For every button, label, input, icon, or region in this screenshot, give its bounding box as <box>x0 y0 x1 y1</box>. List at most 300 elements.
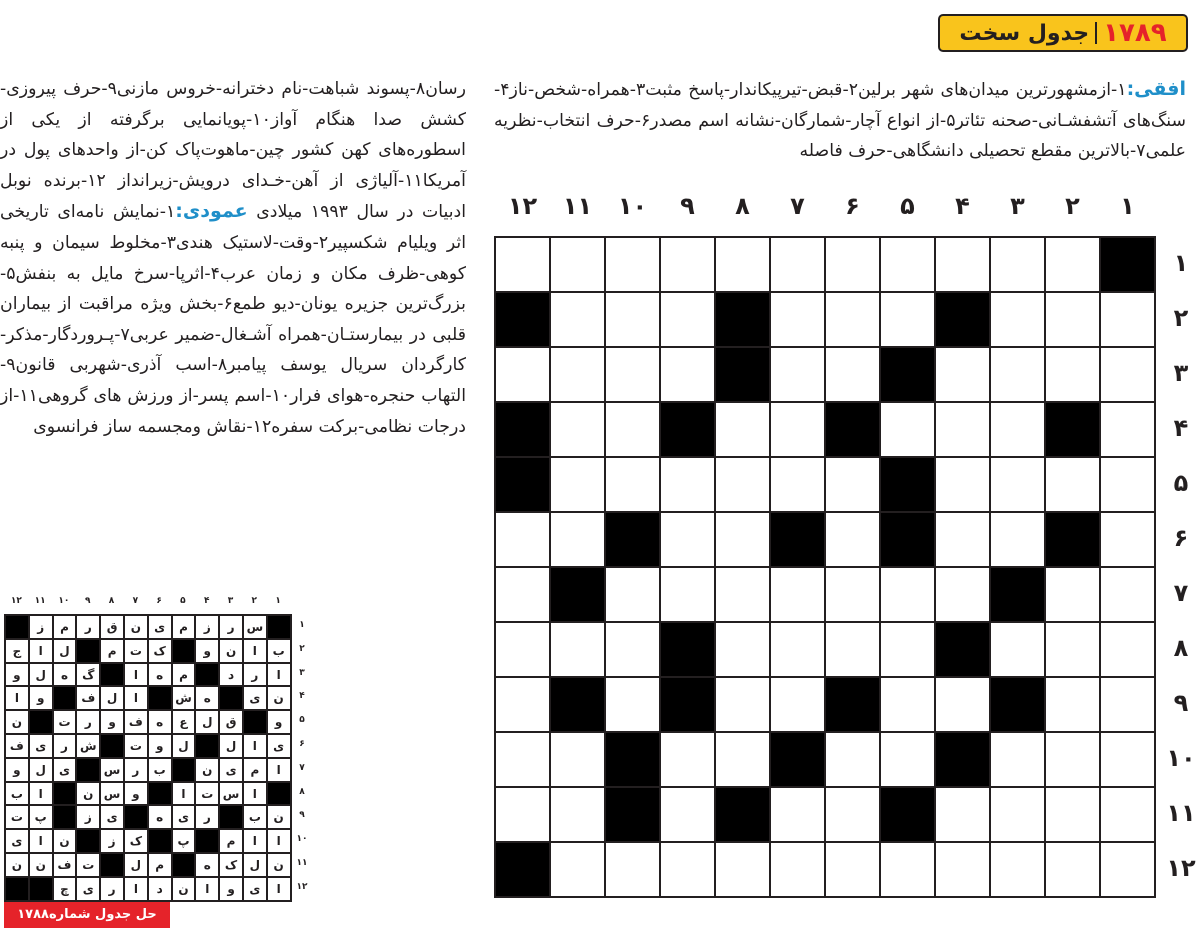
solution-cell: ن <box>29 853 53 877</box>
solution-black-cell <box>29 710 53 734</box>
solution-cell: ن <box>5 853 29 877</box>
solution-cell: ق <box>219 710 243 734</box>
column-number: ۷ <box>790 192 805 220</box>
grid-cell[interactable] <box>990 402 1045 457</box>
grid-cell[interactable] <box>880 567 935 622</box>
solution-cell: ل <box>172 734 196 758</box>
solution-black-cell <box>5 615 29 639</box>
black-cell <box>660 622 715 677</box>
solution-cell: ا <box>243 782 267 806</box>
grid-cell[interactable] <box>1045 677 1100 732</box>
puzzle-title: جدول سخت <box>959 20 1090 46</box>
grid-cell[interactable] <box>495 512 550 567</box>
grid-cell[interactable] <box>1100 402 1155 457</box>
solution-column-number: ۸ <box>108 596 115 606</box>
column-number: ۱ <box>1120 192 1135 220</box>
solution-row-number: ۴ <box>299 691 305 702</box>
grid-cell[interactable] <box>770 622 825 677</box>
black-cell <box>770 512 825 567</box>
solution-black-cell <box>76 758 100 782</box>
black-cell <box>1045 402 1100 457</box>
solution-cell: ا <box>267 663 291 687</box>
grid-cell[interactable] <box>1100 677 1155 732</box>
horizontal-clue-text: ۱-ازمشهورترین میدان‌های شهر برلین۲-قبض-تیرپیکاندار-پاسخ مثبت۳-همراه-شخص-ناز۴-سنگ‌های آتشفشـانی-صحنه تئاتر۵-از انواع آچار-شمارگان-نشانه اسم مصدر۶-حرف انتخاب-نظریه علمی۷-بالاترین مقطع تحصیلی دانشگاهی-حرف فاصله <box>494 80 1186 162</box>
solution-cell: ه <box>195 686 219 710</box>
grid-cell[interactable] <box>825 622 880 677</box>
grid-cell[interactable] <box>495 347 550 402</box>
grid-cell[interactable] <box>935 402 990 457</box>
solution-cell: و <box>100 710 124 734</box>
grid-cell[interactable] <box>880 622 935 677</box>
grid-cell[interactable] <box>1100 787 1155 842</box>
solution-cell: م <box>243 758 267 782</box>
solution-column-number: ۳ <box>227 596 234 606</box>
solution-black-cell <box>76 829 100 853</box>
grid-cell[interactable] <box>1100 842 1155 897</box>
solution-row-numbers <box>290 614 314 900</box>
row-number: ۱ <box>1173 249 1189 277</box>
grid-cell[interactable] <box>715 402 770 457</box>
grid-cell[interactable] <box>1045 622 1100 677</box>
solution-black-cell <box>124 805 148 829</box>
solution-black-cell <box>219 805 243 829</box>
solution-cell: ی <box>76 877 100 901</box>
grid-cell[interactable] <box>825 457 880 512</box>
black-cell <box>495 457 550 512</box>
solution-cell: س <box>100 782 124 806</box>
grid-cell[interactable] <box>715 512 770 567</box>
grid-cell[interactable] <box>550 347 605 402</box>
black-cell <box>935 622 990 677</box>
grid-cell[interactable] <box>880 237 935 292</box>
solution-black-cell <box>195 734 219 758</box>
grid-cell[interactable] <box>990 842 1045 897</box>
grid-cell[interactable] <box>935 457 990 512</box>
solution-cell: ن <box>5 710 29 734</box>
solution-cell: و <box>219 877 243 901</box>
solution-column-number: ۱۱ <box>34 596 46 606</box>
grid-cell[interactable] <box>1045 842 1100 897</box>
solution-cell: گ <box>76 663 100 687</box>
grid-cell[interactable] <box>495 677 550 732</box>
solution-cell: م <box>172 615 196 639</box>
solution-cell: ا <box>243 639 267 663</box>
grid-cell[interactable] <box>550 842 605 897</box>
black-cell <box>825 677 880 732</box>
grid-cell[interactable] <box>495 732 550 787</box>
column-number: ۸ <box>735 192 750 220</box>
solution-cell: ش <box>172 686 196 710</box>
solution-column-number: ۱ <box>275 596 281 606</box>
column-number: ۵ <box>900 192 915 220</box>
solution-cell: ی <box>5 829 29 853</box>
grid-cell[interactable] <box>770 347 825 402</box>
solution-black-cell <box>100 663 124 687</box>
grid-cell[interactable] <box>605 292 660 347</box>
grid-cell[interactable] <box>605 677 660 732</box>
solution-cell: ا <box>124 663 148 687</box>
solution-row-number: ۱۱ <box>296 857 308 868</box>
solution-cell: ف <box>76 686 100 710</box>
solution-cell: ر <box>124 758 148 782</box>
solution-cell: ا <box>124 877 148 901</box>
grid-cell[interactable] <box>550 787 605 842</box>
solution-cell: د <box>219 663 243 687</box>
solution-cell: ر <box>76 615 100 639</box>
grid-cell[interactable] <box>880 402 935 457</box>
grid-cell[interactable] <box>660 457 715 512</box>
solution-cell: ر <box>100 877 124 901</box>
solution-cell: ا <box>5 686 29 710</box>
grid-cell[interactable] <box>660 347 715 402</box>
row-number: ۳ <box>1173 359 1189 387</box>
solution-cell: ر <box>243 663 267 687</box>
grid-cell[interactable] <box>495 237 550 292</box>
grid-cell[interactable] <box>1100 457 1155 512</box>
solution-cell: ل <box>195 710 219 734</box>
solution-cell: ز <box>100 829 124 853</box>
solution-cell: ت <box>124 734 148 758</box>
row-number: ۱۲ <box>1166 854 1196 882</box>
solution-cell: ن <box>195 758 219 782</box>
black-cell <box>990 567 1045 622</box>
black-cell <box>1100 237 1155 292</box>
grid-cell[interactable] <box>715 732 770 787</box>
title-separator <box>1095 22 1097 44</box>
grid-cell[interactable] <box>715 457 770 512</box>
grid-cell[interactable] <box>990 347 1045 402</box>
solution-black-cell <box>219 686 243 710</box>
solution-cell: چ <box>53 877 77 901</box>
grid-cell[interactable] <box>715 842 770 897</box>
solution-cell: ن <box>53 829 77 853</box>
solution-black-cell <box>53 805 77 829</box>
solution-cell: ف <box>53 853 77 877</box>
solution-column-number: ۱۰ <box>58 596 70 606</box>
grid-cell[interactable] <box>990 732 1045 787</box>
grid-cell[interactable] <box>990 787 1045 842</box>
solution-black-cell <box>53 782 77 806</box>
solution-cell: و <box>124 782 148 806</box>
row-number: ۴ <box>1173 414 1189 442</box>
solution-black-cell <box>29 877 53 901</box>
grid-cell[interactable] <box>660 732 715 787</box>
grid-cell[interactable] <box>825 292 880 347</box>
grid-cell[interactable] <box>935 787 990 842</box>
solution-cell: ه <box>195 853 219 877</box>
solution-row-number: ۱۲ <box>296 881 308 892</box>
grid-cell[interactable] <box>550 402 605 457</box>
solution-black-cell <box>5 877 29 901</box>
solution-cell: پ <box>29 805 53 829</box>
grid-cell[interactable] <box>1045 732 1100 787</box>
solution-column-number: ۲ <box>251 596 258 606</box>
solution-cell: ر <box>219 615 243 639</box>
grid-cell[interactable] <box>1045 347 1100 402</box>
column-number: ۲ <box>1065 192 1080 220</box>
solution-cell: ی <box>29 734 53 758</box>
horizontal-clues <box>494 74 1186 167</box>
grid-cell[interactable] <box>660 512 715 567</box>
solution-black-cell <box>172 758 196 782</box>
solution-black-cell <box>53 686 77 710</box>
grid-cell[interactable] <box>715 567 770 622</box>
solution-cell: ف <box>5 734 29 758</box>
grid-cell[interactable] <box>935 347 990 402</box>
grid-cell[interactable] <box>1045 787 1100 842</box>
solution-column-number: ۵ <box>180 596 186 606</box>
solution-cell: ی <box>172 805 196 829</box>
solution-column-numbers <box>4 596 290 610</box>
solution-column-number: ۱۲ <box>10 596 22 606</box>
grid-cell[interactable] <box>550 732 605 787</box>
grid-cell[interactable] <box>605 402 660 457</box>
grid-cell[interactable] <box>605 237 660 292</box>
grid-cell[interactable] <box>770 402 825 457</box>
grid-cell[interactable] <box>495 622 550 677</box>
grid-cell[interactable] <box>550 622 605 677</box>
solution-cell: س <box>243 615 267 639</box>
solution-cell: ه <box>148 663 172 687</box>
solution-cell: ل <box>29 758 53 782</box>
solution-cell: ا <box>195 877 219 901</box>
puzzle-title-box <box>938 14 1188 52</box>
column-number: ۶ <box>845 192 860 220</box>
grid-cell[interactable] <box>1100 347 1155 402</box>
row-number: ۵ <box>1173 469 1189 497</box>
grid-cell[interactable] <box>990 622 1045 677</box>
solution-cell: ی <box>148 615 172 639</box>
solution-cell: ع <box>172 710 196 734</box>
solution-column-number: ۹ <box>84 596 91 606</box>
solution-cell: ی <box>243 686 267 710</box>
grid-cell[interactable] <box>825 732 880 787</box>
solution-cell: ه <box>148 805 172 829</box>
vertical-heading: عمودی: <box>175 200 248 223</box>
solution-row-number: ۹ <box>299 810 305 821</box>
solution-cell: ف <box>124 710 148 734</box>
black-cell <box>715 787 770 842</box>
black-cell <box>550 567 605 622</box>
grid-cell[interactable] <box>1045 567 1100 622</box>
solution-row-number: ۲ <box>299 643 305 654</box>
grid-cell[interactable] <box>990 292 1045 347</box>
solution-cell: ا <box>29 639 53 663</box>
solution-black-cell <box>148 782 172 806</box>
solution-cell: ن <box>267 853 291 877</box>
grid-cell[interactable] <box>825 842 880 897</box>
solution-cell: ل <box>53 639 77 663</box>
grid-cell[interactable] <box>495 567 550 622</box>
grid-cell[interactable] <box>605 457 660 512</box>
grid-cell[interactable] <box>660 292 715 347</box>
solution-cell: ب <box>148 758 172 782</box>
black-cell <box>495 292 550 347</box>
black-cell <box>880 787 935 842</box>
solution-cell: ی <box>267 734 291 758</box>
grid-cell[interactable] <box>1045 292 1100 347</box>
grid-cell[interactable] <box>660 787 715 842</box>
row-number: ۹ <box>1173 689 1189 717</box>
solution-black-cell <box>148 829 172 853</box>
crossword-grid <box>494 236 1156 898</box>
grid-cell[interactable] <box>660 842 715 897</box>
solution-cell: ا <box>267 829 291 853</box>
solution-cell: ا <box>29 782 53 806</box>
solution-column-number: ۶ <box>156 596 162 606</box>
grid-cell[interactable] <box>825 512 880 567</box>
grid-cell[interactable] <box>715 677 770 732</box>
grid-cell[interactable] <box>880 732 935 787</box>
solution-cell: م <box>100 639 124 663</box>
grid-cell[interactable] <box>1100 292 1155 347</box>
grid-cell[interactable] <box>660 237 715 292</box>
solution-cell: ل <box>29 663 53 687</box>
solution-cell: ا <box>29 829 53 853</box>
grid-cell[interactable] <box>1100 512 1155 567</box>
grid-cell[interactable] <box>825 567 880 622</box>
solution-cell: ز <box>76 805 100 829</box>
grid-cell[interactable] <box>1045 457 1100 512</box>
solution-cell: ز <box>195 615 219 639</box>
solution-cell: م <box>148 853 172 877</box>
grid-cell[interactable] <box>550 457 605 512</box>
solution-cell: ر <box>195 805 219 829</box>
solution-cell: ک <box>148 639 172 663</box>
grid-cell[interactable] <box>550 512 605 567</box>
black-cell <box>660 677 715 732</box>
black-cell <box>1045 512 1100 567</box>
grid-cell[interactable] <box>660 567 715 622</box>
black-cell <box>605 787 660 842</box>
black-cell <box>770 732 825 787</box>
grid-cell[interactable] <box>935 842 990 897</box>
solution-cell: ش <box>76 734 100 758</box>
grid-cell[interactable] <box>935 512 990 567</box>
solution-black-cell <box>76 639 100 663</box>
solution-black-cell <box>100 734 124 758</box>
solution-black-cell <box>267 782 291 806</box>
solution-cell: ت <box>5 805 29 829</box>
solution-cell: ن <box>267 805 291 829</box>
solution-cell: ن <box>219 639 243 663</box>
grid-cell[interactable] <box>715 237 770 292</box>
black-cell <box>935 292 990 347</box>
solution-cell: ب <box>267 639 291 663</box>
black-cell <box>550 677 605 732</box>
column-number: ۴ <box>955 192 970 220</box>
solution-black-cell <box>100 853 124 877</box>
grid-cell[interactable] <box>550 237 605 292</box>
grid-cell[interactable] <box>990 512 1045 567</box>
grid-cell[interactable] <box>715 622 770 677</box>
solution-cell: ت <box>195 782 219 806</box>
grid-cell[interactable] <box>605 842 660 897</box>
solution-cell: ک <box>219 853 243 877</box>
solution-cell: ا <box>172 782 196 806</box>
grid-cell[interactable] <box>770 292 825 347</box>
solution-row-number: ۳ <box>299 667 305 678</box>
grid-cell[interactable] <box>605 567 660 622</box>
grid-cell[interactable] <box>605 622 660 677</box>
column-number: ۱۰ <box>617 192 648 220</box>
solution-cell: ر <box>76 710 100 734</box>
solution-cell: ل <box>219 734 243 758</box>
grid-cell[interactable] <box>770 457 825 512</box>
grid-cell[interactable] <box>770 787 825 842</box>
grid-cell[interactable] <box>935 237 990 292</box>
horizontal-heading: افقی: <box>1126 78 1187 100</box>
grid-cell[interactable] <box>1100 622 1155 677</box>
grid-cell[interactable] <box>495 787 550 842</box>
solution-cell: ت <box>124 639 148 663</box>
grid-cell[interactable] <box>990 457 1045 512</box>
solution-cell: ی <box>53 758 77 782</box>
solution-cell: ل <box>124 853 148 877</box>
solution-cell: ه <box>53 663 77 687</box>
grid-cell[interactable] <box>990 237 1045 292</box>
grid-cell[interactable] <box>935 677 990 732</box>
black-cell <box>880 347 935 402</box>
solution-cell: و <box>5 758 29 782</box>
solution-cell: ر <box>53 734 77 758</box>
grid-cell[interactable] <box>825 237 880 292</box>
solution-column-number: ۷ <box>132 596 139 606</box>
solution-cell: ی <box>243 877 267 901</box>
solution-cell: م <box>172 663 196 687</box>
grid-cell[interactable] <box>605 347 660 402</box>
solution-cell: ز <box>29 615 53 639</box>
grid-cell[interactable] <box>880 842 935 897</box>
solution-cell: ی <box>219 758 243 782</box>
solution-black-cell <box>172 639 196 663</box>
horizontal-clue-continuation: رسان۸-پسوند شباهت-نام دخترانه-خروس مازنی۹-حرف پیروزی-کشش صدا هنگام آواز۱۰-پویانمایی برگرفته از یکی از اسطوره‌های کهن کشور چین-ماهوت‌پاک کن-از واحدهای پول در آمریکا۱۱-آلیاژی از آهن-خـدای درویش-زیرانداز ۱۲-برنده نوبل ادبیات در سال ۱۹۹۳ میلادی <box>0 79 467 223</box>
grid-cell[interactable] <box>1100 567 1155 622</box>
grid-cell[interactable] <box>770 237 825 292</box>
solution-cell: ا <box>243 734 267 758</box>
black-cell <box>715 347 770 402</box>
solution-cell: س <box>219 782 243 806</box>
row-number: ۶ <box>1173 524 1189 552</box>
solution-cell: و <box>5 663 29 687</box>
grid-cell[interactable] <box>825 347 880 402</box>
solution-cell: ی <box>100 805 124 829</box>
black-cell <box>880 457 935 512</box>
grid-cell[interactable] <box>770 842 825 897</box>
solution-cell: ا <box>124 686 148 710</box>
solution-black-cell <box>172 853 196 877</box>
solution-cell: ب <box>243 805 267 829</box>
solution-row-number: ۶ <box>299 738 305 749</box>
grid-cell[interactable] <box>880 677 935 732</box>
solution-cell: ق <box>100 615 124 639</box>
solution-column-number: ۴ <box>203 596 210 606</box>
solution-label: حل جدول شماره۱۷۸۸ <box>4 902 170 928</box>
grid-cell[interactable] <box>935 567 990 622</box>
grid-cell[interactable] <box>1100 732 1155 787</box>
grid-cell[interactable] <box>550 292 605 347</box>
solution-cell: ل <box>243 853 267 877</box>
grid-cell[interactable] <box>880 292 935 347</box>
solution-cell: و <box>148 734 172 758</box>
grid-cell[interactable] <box>770 567 825 622</box>
solution-black-cell <box>267 615 291 639</box>
grid-cell[interactable] <box>1045 237 1100 292</box>
column-number: ۹ <box>680 192 695 220</box>
grid-cell[interactable] <box>770 677 825 732</box>
grid-cell[interactable] <box>825 787 880 842</box>
solution-cell: ا <box>267 877 291 901</box>
